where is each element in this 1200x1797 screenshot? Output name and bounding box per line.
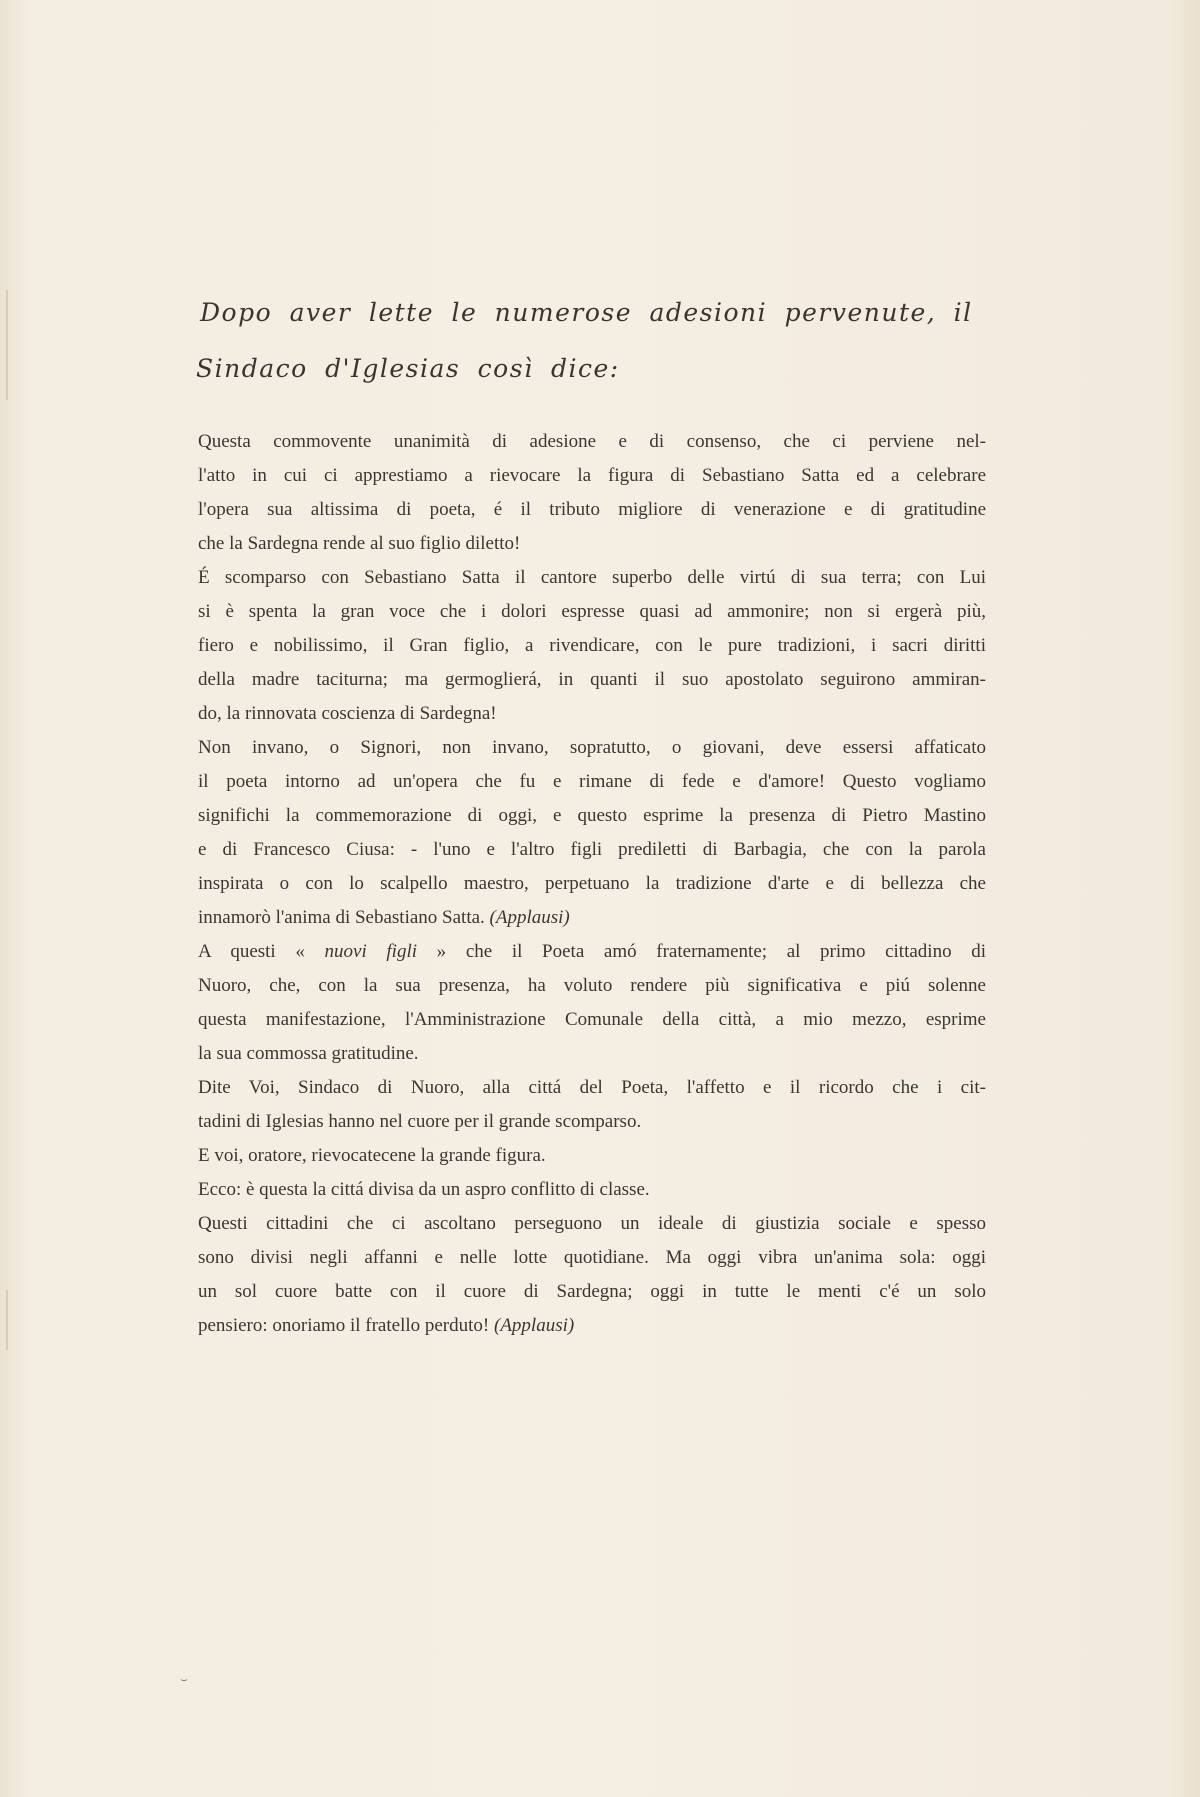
paragraph [198,1139,986,1173]
heading [196,285,996,397]
heading-line-1: Dopo aver lette le numerose adesioni pervenute, il [200,298,973,327]
paragraph-line: l'atto in cui ci apprestiamo a rievocare la figura di Sebastiano Satta ed a celebrare [198,465,986,486]
paragraph-line: questa manifestazione, l'Amministrazione Comunale della città, a mio mezzo, esprime [198,1009,986,1030]
paragraph-line: tadini di Iglesias hanno nel cuore per il grande scomparso. [198,1111,642,1132]
paragraph-line: un sol cuore batte con il cuore di Sardegna; oggi in tutte le menti c'é un solo [198,1281,986,1302]
heading-line-2: Sindaco d'Iglesias così dice: [196,354,620,383]
paragraph [198,1173,986,1207]
paragraph-line: Questa commovente unanimità di adesione e di consenso, che ci perviene nel- [198,431,986,452]
footer-mark: ⌣ [180,1672,188,1686]
paragraph-line: innamorò l'anima di Sebastiano Satta. (Applausi) [198,907,570,928]
paragraph-line: e di Francesco Ciusa: - l'uno e l'altro figli prediletti di Barbagia, che con la parola [198,839,986,860]
paragraph [198,1071,986,1139]
paragraph-line: Dite Voi, Sindaco di Nuoro, alla cittá del Poeta, l'affetto e il ricordo che i cit- [198,1077,986,1098]
paragraph [198,425,986,561]
paragraph-line: A questi « nuovi figli » che il Poeta amó fraternamente; al primo cittadino di [198,941,987,962]
paragraph-line: della madre taciturna; ma germoglierá, in quanti il suo apostolato seguirono ammiran- [198,669,986,690]
paragraph-line: E voi, oratore, rievocatecene la grande figura. [198,1145,546,1166]
paragraph-line: Questi cittadini che ci ascoltano perseguono un ideale di giustizia sociale e spesso [198,1213,986,1234]
paragraph-line: Ecco: è questa la cittá divisa da un aspro conflitto di classe. [198,1179,650,1200]
paragraph-line: che la Sardegna rende al suo figlio diletto! [198,533,521,554]
paragraph-line: la sua commossa gratitudine. [198,1043,419,1064]
paragraph-line: l'opera sua altissima di poeta, é il tributo migliore di venerazione e di gratitudine [198,499,986,520]
page-edge-mark [6,1290,8,1350]
paragraph-line: Non invano, o Signori, non invano, sopratutto, o giovani, deve essersi affaticato [198,737,986,758]
paragraph-line: Nuoro, che, con la sua presenza, ha voluto rendere più significativa e piú solenne [198,975,986,996]
paragraph-line: pensiero: onoriamo il fratello perduto! (Applausi) [198,1315,575,1336]
paragraph-line: do, la rinnovata coscienza di Sardegna! [198,703,497,724]
paragraph-line: inspirata o con lo scalpello maestro, perpetuano la tradizione d'arte e di bellezza che [198,873,986,894]
paragraph-line: sono divisi negli affanni e nelle lotte quotidiane. Ma oggi vibra un'anima sola: oggi [198,1247,986,1268]
italic-text: nuovi figli [324,941,418,962]
paragraph [198,935,986,1071]
paragraph-line: il poeta intorno ad un'opera che fu e rimane di fede e d'amore! Questo vogliamo [198,771,986,792]
italic-text: (Applausi) [489,907,570,928]
paragraph [198,561,986,731]
italic-text: (Applausi) [494,1315,575,1336]
paragraph-line: si è spenta la gran voce che i dolori espresse quasi ad ammonire; non si ergerà più, [198,601,986,622]
paragraph-line: significhi la commemorazione di oggi, e questo esprime la presenza di Pietro Mastino [198,805,986,826]
paragraph-line: É scomparso con Sebastiano Satta il cantore superbo delle virtú di sua terra; con Lui [198,567,986,588]
paragraph-line: fiero e nobilissimo, il Gran figlio, a rivendicare, con le pure tradizioni, i sacri diritti [198,635,986,656]
paragraph [198,731,986,935]
body-text [198,425,986,1343]
paragraph [198,1207,986,1343]
page-edge-mark [6,290,8,400]
